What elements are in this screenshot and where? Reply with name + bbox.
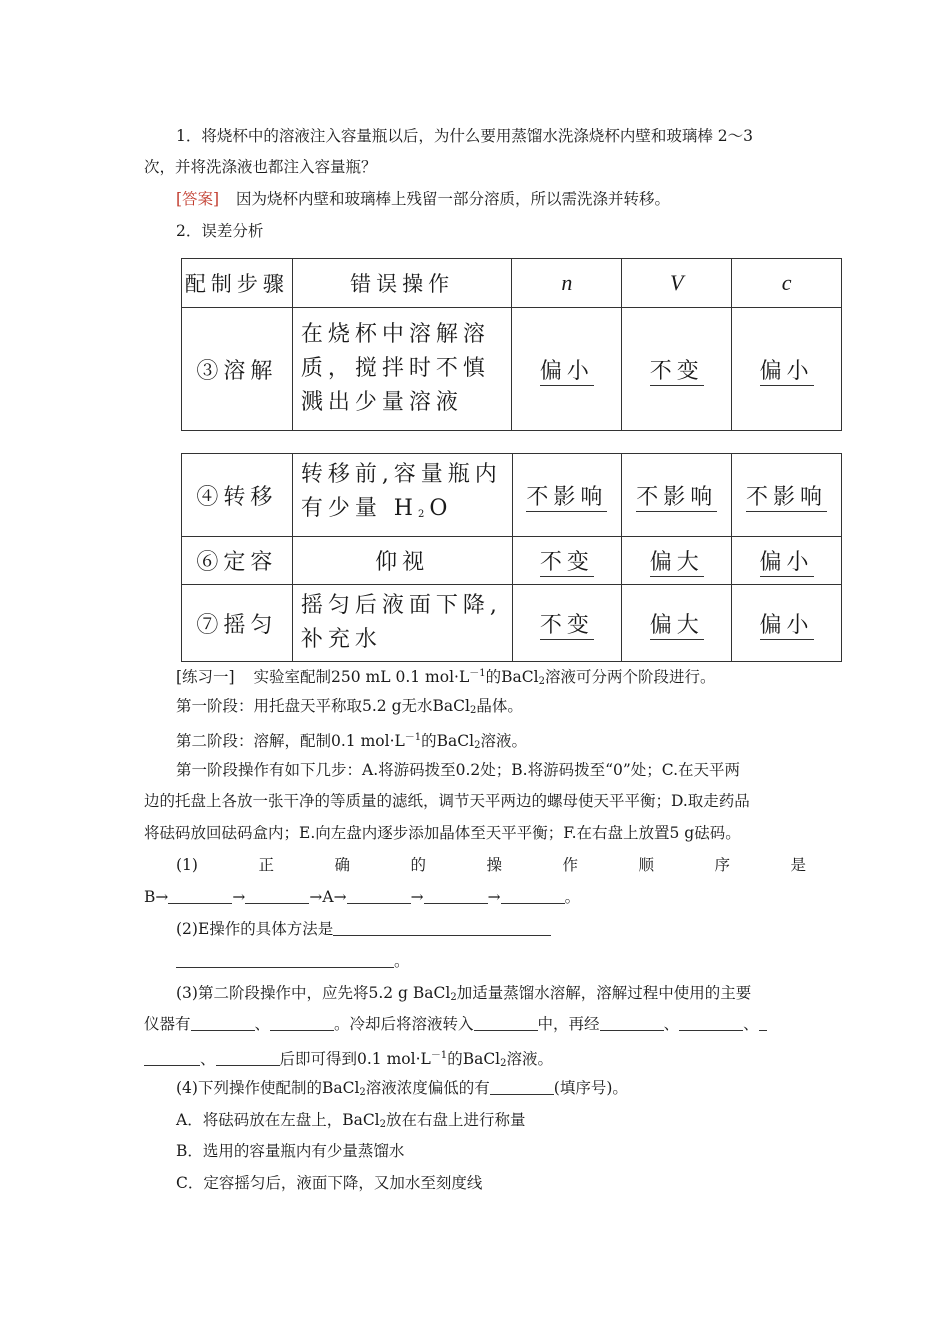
cell-v: 偏大 bbox=[649, 550, 704, 575]
cell-step: ④转移 bbox=[182, 454, 293, 537]
cell-operation: 仰视 bbox=[292, 537, 512, 585]
question-1-sequence: B→ → →A→ → → 。 bbox=[144, 888, 581, 906]
exercise-tag: [练习一] bbox=[176, 668, 235, 686]
answer-blank[interactable] bbox=[600, 1016, 664, 1031]
cell-operation: 在烧杯中溶解溶质，搅拌时不慎溅出少量溶液 bbox=[292, 308, 512, 431]
question-2-cont: 。 bbox=[176, 951, 410, 971]
answer-blank[interactable] bbox=[144, 1051, 200, 1066]
cell-step: ⑦摇匀 bbox=[182, 585, 293, 662]
table-row bbox=[182, 308, 842, 431]
question-4: (4)下列操作使配制的BaCl$_2$溶液浓度偏低的有 (填序号)。 bbox=[176, 1079, 628, 1098]
question-3-line2: 仪器有 、 。冷却后将溶液转入 中，再经 、 、 bbox=[144, 1014, 767, 1034]
answer-blank[interactable] bbox=[191, 1016, 255, 1031]
header-c: c bbox=[781, 270, 792, 295]
answer-text: 因为烧杯内壁和玻璃棒上残留一部分溶质，所以需洗涤并转移。 bbox=[236, 190, 671, 208]
cell-v: 不影响 bbox=[636, 484, 718, 510]
question-1-line2: 次，并将洗涤液也都注入容量瓶？ bbox=[144, 158, 377, 176]
answer-blank[interactable] bbox=[424, 889, 488, 904]
answer-blank[interactable] bbox=[333, 921, 551, 936]
question-2: (2)E操作的具体方法是 bbox=[176, 919, 551, 939]
cell-c: 偏小 bbox=[759, 550, 814, 575]
cell-step: ⑥定容 bbox=[182, 537, 293, 585]
steps-line2: 边的托盘上各放一张干净的等质量的滤纸，调节天平两边的螺母使天平平衡；D.取走药品 bbox=[144, 792, 750, 810]
cell-c: 不影响 bbox=[746, 484, 828, 510]
answer-blank[interactable] bbox=[176, 953, 394, 968]
cell-n: 不变 bbox=[539, 550, 594, 575]
exercise-intro: [练习一] 实验室配制250 mL 0.1 $mol\cdot L^{-1}$的BaCl$_2$溶液可分两个阶段进行。 bbox=[176, 668, 716, 687]
cell-operation: 转移前,容量瓶内有少量 $H_2O$ bbox=[292, 454, 512, 537]
option-c: C．定容摇匀后，液面下降，又加水至刻度线 bbox=[176, 1174, 483, 1192]
cell-n: 不影响 bbox=[526, 484, 608, 510]
table-row bbox=[182, 585, 842, 662]
answer-blank[interactable] bbox=[270, 1016, 334, 1031]
cell-n: 偏小 bbox=[539, 358, 594, 384]
question-1-prompt: (1) 正 确 的 操 作 顺 序 是 bbox=[176, 856, 806, 874]
cell-v: 偏大 bbox=[649, 612, 704, 638]
answer-blank[interactable] bbox=[679, 1016, 743, 1031]
section-heading: 2．误差分析 bbox=[176, 222, 264, 240]
question-3-line3: 、 后即可得到0.1 $mol\cdot L^{-1}$的BaCl$_2$溶液。 bbox=[144, 1046, 553, 1074]
cell-v: 不变 bbox=[649, 358, 704, 384]
answer-blank[interactable] bbox=[759, 1016, 767, 1031]
error-table-1 bbox=[181, 258, 842, 431]
answer-blank[interactable] bbox=[245, 889, 309, 904]
cell-step: ③溶解 bbox=[182, 308, 293, 431]
cell-operation: 摇匀后液面下降,补充水 bbox=[292, 585, 512, 662]
option-a: A．将砝码放在左盘上，BaCl$_2$放在右盘上进行称量 bbox=[176, 1111, 526, 1130]
header-operation: 错误操作 bbox=[292, 259, 512, 308]
answer-line bbox=[176, 189, 670, 209]
cell-c: 偏小 bbox=[759, 358, 814, 384]
steps-line3: 将砝码放回砝码盒内；E.向左盘内逐步添加晶体至天平平衡；F.在右盘上放置5 g砝码。 bbox=[144, 824, 741, 842]
answer-blank[interactable] bbox=[168, 889, 232, 904]
table-header-row bbox=[182, 259, 842, 308]
answer-blank[interactable] bbox=[501, 889, 565, 904]
header-n: n bbox=[561, 270, 573, 295]
answer-tag: [答案] bbox=[176, 190, 220, 208]
option-b: B．选用的容量瓶内有少量蒸馏水 bbox=[176, 1142, 405, 1160]
question-1-line1: 1．将烧杯中的溶液注入容量瓶以后，为什么要用蒸馏水洗涤烧杯内壁和玻璃棒 2～3 bbox=[176, 127, 754, 145]
stage-2: 第二阶段：溶解，配制0.1 $mol\cdot L^{-1}$的BaCl$_2$溶液。 bbox=[176, 732, 528, 751]
answer-blank[interactable] bbox=[490, 1080, 554, 1095]
stage-1: 第一阶段：用托盘天平称取5.2 g无水BaCl$_2$晶体。 bbox=[176, 697, 523, 716]
table-row bbox=[182, 537, 842, 585]
answer-blank[interactable] bbox=[216, 1051, 280, 1066]
answer-blank[interactable] bbox=[347, 889, 411, 904]
cell-c: 偏小 bbox=[759, 612, 814, 638]
steps-line1: 第一阶段操作有如下几步：A.将游码拨至0.2处；B.将游码拨至“0”处；C.在天平两 bbox=[176, 761, 741, 779]
error-table-2 bbox=[181, 453, 842, 662]
header-step: 配制步骤 bbox=[182, 259, 293, 308]
question-3-line1: (3)第二阶段操作中，应先将5.2 g BaCl$_2$加适量蒸馏水溶解，溶解过程中使用的主要 bbox=[176, 984, 752, 1003]
cell-n: 不变 bbox=[539, 612, 594, 638]
header-v: V bbox=[670, 270, 684, 295]
answer-blank[interactable] bbox=[474, 1016, 538, 1031]
table-row bbox=[182, 454, 842, 537]
